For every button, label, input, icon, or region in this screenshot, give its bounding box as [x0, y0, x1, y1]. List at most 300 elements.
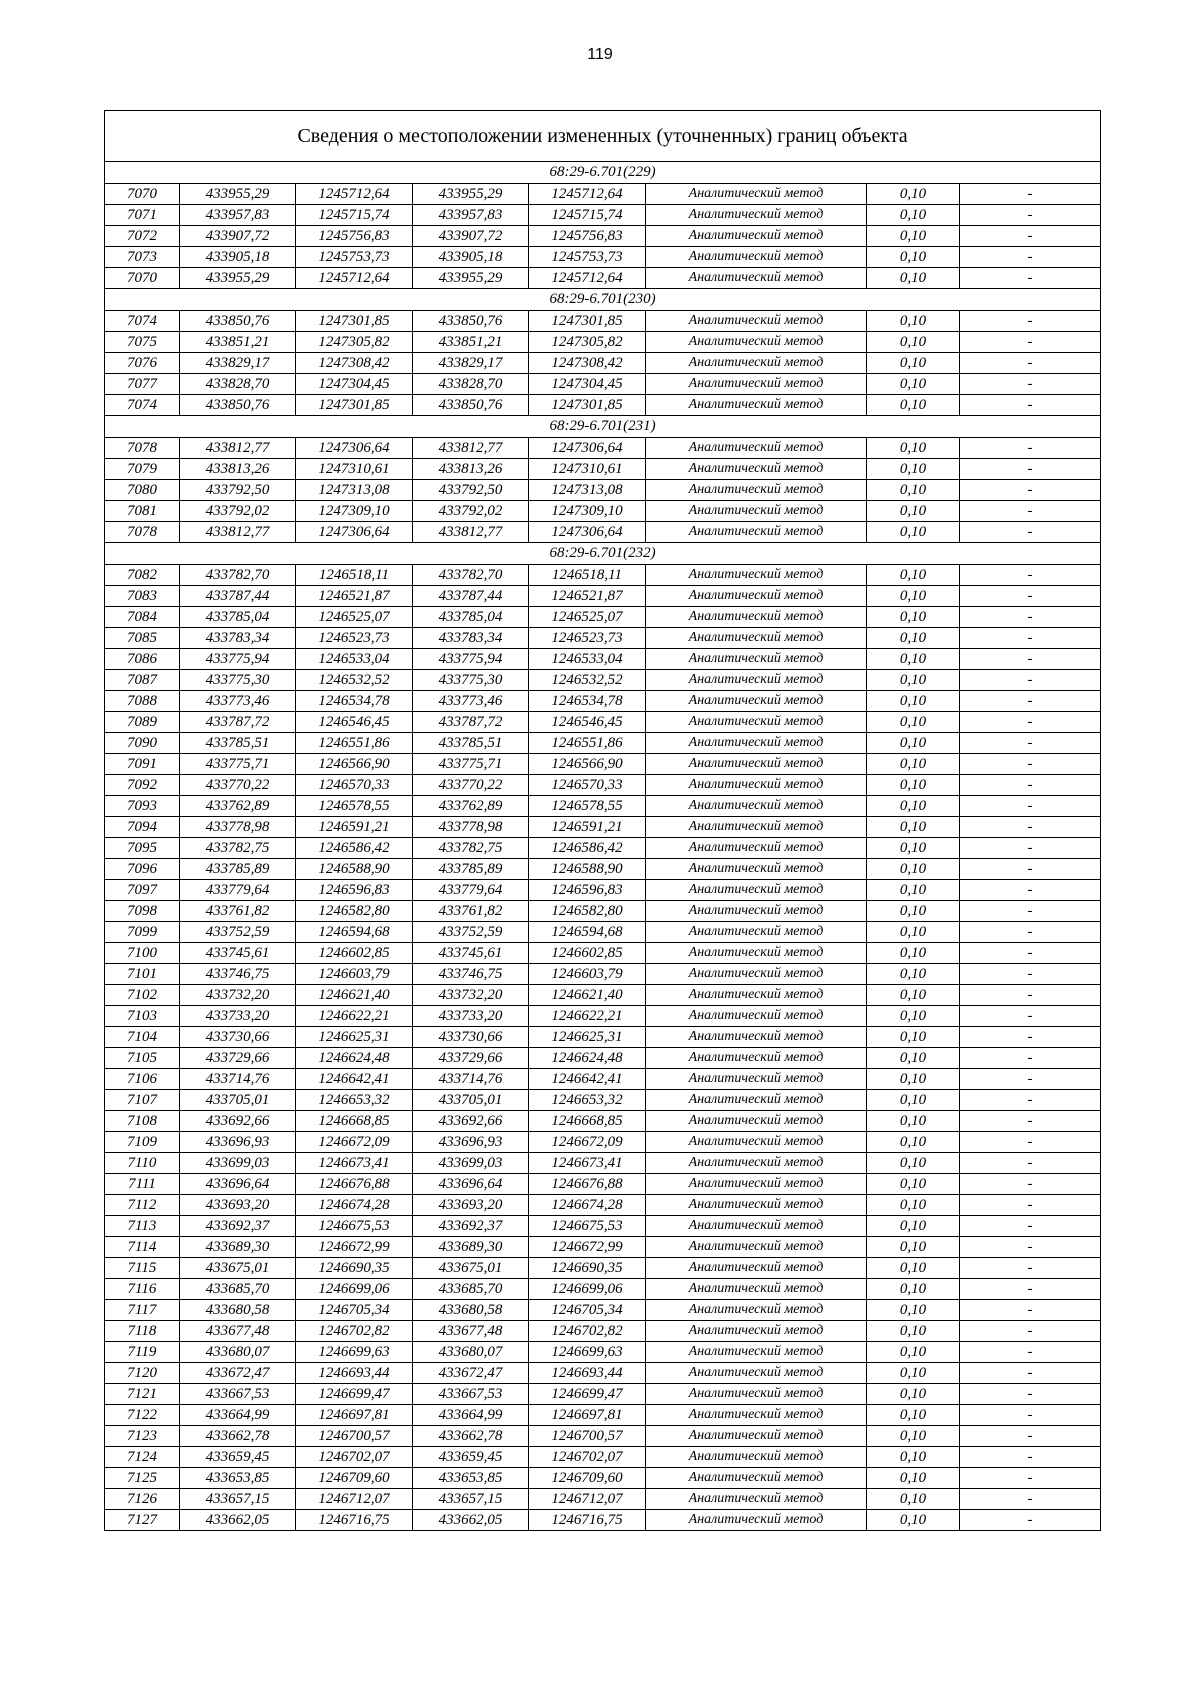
method-cell: Аналитический метод — [646, 1489, 867, 1510]
point-number-cell: 7103 — [105, 1006, 180, 1027]
x-refined-cell: 433785,04 — [413, 607, 529, 628]
description-cell: - — [960, 459, 1101, 480]
y-refined-cell: 1246712,07 — [529, 1489, 646, 1510]
method-cell: Аналитический метод — [646, 1405, 867, 1426]
y-existing-cell: 1246582,80 — [296, 901, 413, 922]
table-row — [105, 628, 1101, 649]
accuracy-cell: 0,10 — [867, 628, 960, 649]
table-row — [105, 1195, 1101, 1216]
accuracy-cell: 0,10 — [867, 775, 960, 796]
x-existing-cell: 433692,66 — [180, 1111, 296, 1132]
point-number-cell: 7088 — [105, 691, 180, 712]
description-cell: - — [960, 1006, 1101, 1027]
x-refined-cell: 433657,15 — [413, 1489, 529, 1510]
description-cell: - — [960, 522, 1101, 543]
table-row — [105, 1090, 1101, 1111]
accuracy-cell: 0,10 — [867, 1027, 960, 1048]
point-number-cell: 7114 — [105, 1237, 180, 1258]
method-cell: Аналитический метод — [646, 374, 867, 395]
x-refined-cell: 433662,05 — [413, 1510, 529, 1531]
group-label: 68:29-6.701(231) — [105, 416, 1101, 438]
method-cell: Аналитический метод — [646, 586, 867, 607]
accuracy-cell: 0,10 — [867, 1363, 960, 1384]
description-cell: - — [960, 922, 1101, 943]
y-existing-cell: 1246532,52 — [296, 670, 413, 691]
table-row — [105, 1153, 1101, 1174]
description-cell: - — [960, 438, 1101, 459]
x-existing-cell: 433705,01 — [180, 1090, 296, 1111]
method-cell: Аналитический метод — [646, 438, 867, 459]
x-existing-cell: 433689,30 — [180, 1237, 296, 1258]
x-refined-cell: 433955,29 — [413, 268, 529, 289]
method-cell: Аналитический метод — [646, 1258, 867, 1279]
table-row — [105, 1132, 1101, 1153]
y-refined-cell: 1246523,73 — [529, 628, 646, 649]
point-number-cell: 7120 — [105, 1363, 180, 1384]
y-refined-cell: 1246621,40 — [529, 985, 646, 1006]
y-refined-cell: 1246588,90 — [529, 859, 646, 880]
y-refined-cell: 1246546,45 — [529, 712, 646, 733]
x-refined-cell: 433783,34 — [413, 628, 529, 649]
accuracy-cell: 0,10 — [867, 1279, 960, 1300]
y-existing-cell: 1247313,08 — [296, 480, 413, 501]
y-refined-cell: 1247313,08 — [529, 480, 646, 501]
method-cell: Аналитический метод — [646, 1279, 867, 1300]
accuracy-cell: 0,10 — [867, 1447, 960, 1468]
y-refined-cell: 1246602,85 — [529, 943, 646, 964]
point-number-cell: 7108 — [105, 1111, 180, 1132]
x-existing-cell: 433792,02 — [180, 501, 296, 522]
y-existing-cell: 1246642,41 — [296, 1069, 413, 1090]
y-existing-cell: 1245715,74 — [296, 205, 413, 226]
x-existing-cell: 433745,61 — [180, 943, 296, 964]
x-refined-cell: 433696,64 — [413, 1174, 529, 1195]
y-existing-cell: 1246533,04 — [296, 649, 413, 670]
method-cell: Аналитический метод — [646, 205, 867, 226]
y-existing-cell: 1246624,48 — [296, 1048, 413, 1069]
accuracy-cell: 0,10 — [867, 1468, 960, 1489]
x-refined-cell: 433850,76 — [413, 311, 529, 332]
table-row — [105, 1237, 1101, 1258]
group-header-row — [105, 416, 1101, 438]
y-existing-cell: 1247301,85 — [296, 395, 413, 416]
accuracy-cell: 0,10 — [867, 1384, 960, 1405]
accuracy-cell: 0,10 — [867, 1111, 960, 1132]
y-refined-cell: 1245712,64 — [529, 268, 646, 289]
point-number-cell: 7109 — [105, 1132, 180, 1153]
point-number-cell: 7074 — [105, 311, 180, 332]
method-cell: Аналитический метод — [646, 1321, 867, 1342]
point-number-cell: 7096 — [105, 859, 180, 880]
point-number-cell: 7118 — [105, 1321, 180, 1342]
accuracy-cell: 0,10 — [867, 459, 960, 480]
x-refined-cell: 433785,51 — [413, 733, 529, 754]
x-refined-cell: 433692,66 — [413, 1111, 529, 1132]
accuracy-cell: 0,10 — [867, 247, 960, 268]
description-cell: - — [960, 1321, 1101, 1342]
description-cell: - — [960, 501, 1101, 522]
method-cell: Аналитический метод — [646, 943, 867, 964]
point-number-cell: 7113 — [105, 1216, 180, 1237]
accuracy-cell: 0,10 — [867, 1258, 960, 1279]
y-refined-cell: 1246676,88 — [529, 1174, 646, 1195]
description-cell: - — [960, 1027, 1101, 1048]
x-existing-cell: 433662,78 — [180, 1426, 296, 1447]
method-cell: Аналитический метод — [646, 775, 867, 796]
method-cell: Аналитический метод — [646, 838, 867, 859]
accuracy-cell: 0,10 — [867, 922, 960, 943]
x-refined-cell: 433672,47 — [413, 1363, 529, 1384]
point-number-cell: 7075 — [105, 332, 180, 353]
description-cell: - — [960, 1426, 1101, 1447]
description-cell: - — [960, 733, 1101, 754]
y-existing-cell: 1246578,55 — [296, 796, 413, 817]
x-refined-cell: 433850,76 — [413, 395, 529, 416]
description-cell: - — [960, 565, 1101, 586]
x-refined-cell: 433746,75 — [413, 964, 529, 985]
x-refined-cell: 433680,07 — [413, 1342, 529, 1363]
y-existing-cell: 1246521,87 — [296, 586, 413, 607]
y-refined-cell: 1246699,63 — [529, 1342, 646, 1363]
description-cell: - — [960, 1237, 1101, 1258]
point-number-cell: 7082 — [105, 565, 180, 586]
y-existing-cell: 1246697,81 — [296, 1405, 413, 1426]
y-refined-cell: 1246551,86 — [529, 733, 646, 754]
y-refined-cell: 1246699,47 — [529, 1384, 646, 1405]
method-cell: Аналитический метод — [646, 184, 867, 205]
x-refined-cell: 433907,72 — [413, 226, 529, 247]
x-refined-cell: 433787,44 — [413, 586, 529, 607]
accuracy-cell: 0,10 — [867, 1342, 960, 1363]
description-cell: - — [960, 985, 1101, 1006]
point-number-cell: 7072 — [105, 226, 180, 247]
group-label: 68:29-6.701(230) — [105, 289, 1101, 311]
page-number: 119 — [587, 46, 613, 63]
y-refined-cell: 1246674,28 — [529, 1195, 646, 1216]
method-cell: Аналитический метод — [646, 1300, 867, 1321]
x-existing-cell: 433733,20 — [180, 1006, 296, 1027]
y-existing-cell: 1247310,61 — [296, 459, 413, 480]
x-existing-cell: 433850,76 — [180, 395, 296, 416]
point-number-cell: 7115 — [105, 1258, 180, 1279]
accuracy-cell: 0,10 — [867, 691, 960, 712]
method-cell: Аналитический метод — [646, 1153, 867, 1174]
title-row — [105, 111, 1101, 162]
y-refined-cell: 1246673,41 — [529, 1153, 646, 1174]
point-number-cell: 7107 — [105, 1090, 180, 1111]
x-existing-cell: 433851,21 — [180, 332, 296, 353]
accuracy-cell: 0,10 — [867, 985, 960, 1006]
accuracy-cell: 0,10 — [867, 943, 960, 964]
accuracy-cell: 0,10 — [867, 353, 960, 374]
point-number-cell: 7119 — [105, 1342, 180, 1363]
x-existing-cell: 433787,72 — [180, 712, 296, 733]
x-refined-cell: 433905,18 — [413, 247, 529, 268]
x-existing-cell: 433714,76 — [180, 1069, 296, 1090]
y-refined-cell: 1246534,78 — [529, 691, 646, 712]
method-cell: Аналитический метод — [646, 691, 867, 712]
description-cell: - — [960, 1258, 1101, 1279]
group-label: 68:29-6.701(232) — [105, 543, 1101, 565]
method-cell: Аналитический метод — [646, 1342, 867, 1363]
method-cell: Аналитический метод — [646, 353, 867, 374]
y-existing-cell: 1246716,75 — [296, 1510, 413, 1531]
description-cell: - — [960, 586, 1101, 607]
y-refined-cell: 1246642,41 — [529, 1069, 646, 1090]
group-label: 68:29-6.701(229) — [105, 162, 1101, 184]
x-refined-cell: 433729,66 — [413, 1048, 529, 1069]
y-existing-cell: 1246699,47 — [296, 1384, 413, 1405]
table-row — [105, 1405, 1101, 1426]
x-existing-cell: 433762,89 — [180, 796, 296, 817]
y-existing-cell: 1246673,41 — [296, 1153, 413, 1174]
point-number-cell: 7093 — [105, 796, 180, 817]
table-row — [105, 796, 1101, 817]
point-number-cell: 7084 — [105, 607, 180, 628]
y-refined-cell: 1246518,11 — [529, 565, 646, 586]
accuracy-cell: 0,10 — [867, 374, 960, 395]
y-existing-cell: 1247308,42 — [296, 353, 413, 374]
table-row — [105, 332, 1101, 353]
x-existing-cell: 433812,77 — [180, 522, 296, 543]
y-refined-cell: 1246603,79 — [529, 964, 646, 985]
x-refined-cell: 433787,72 — [413, 712, 529, 733]
x-refined-cell: 433664,99 — [413, 1405, 529, 1426]
x-existing-cell: 433672,47 — [180, 1363, 296, 1384]
accuracy-cell: 0,10 — [867, 859, 960, 880]
y-existing-cell: 1246699,63 — [296, 1342, 413, 1363]
accuracy-cell: 0,10 — [867, 1132, 960, 1153]
x-existing-cell: 433955,29 — [180, 268, 296, 289]
y-existing-cell: 1246570,33 — [296, 775, 413, 796]
accuracy-cell: 0,10 — [867, 395, 960, 416]
accuracy-cell: 0,10 — [867, 205, 960, 226]
point-number-cell: 7099 — [105, 922, 180, 943]
x-refined-cell: 433812,77 — [413, 438, 529, 459]
accuracy-cell: 0,10 — [867, 1195, 960, 1216]
table-row — [105, 565, 1101, 586]
accuracy-cell: 0,10 — [867, 565, 960, 586]
accuracy-cell: 0,10 — [867, 1174, 960, 1195]
point-number-cell: 7086 — [105, 649, 180, 670]
x-existing-cell: 433783,34 — [180, 628, 296, 649]
y-existing-cell: 1246672,09 — [296, 1132, 413, 1153]
x-existing-cell: 433693,20 — [180, 1195, 296, 1216]
accuracy-cell: 0,10 — [867, 1321, 960, 1342]
point-number-cell: 7125 — [105, 1468, 180, 1489]
x-existing-cell: 433752,59 — [180, 922, 296, 943]
accuracy-cell: 0,10 — [867, 754, 960, 775]
x-existing-cell: 433657,15 — [180, 1489, 296, 1510]
point-number-cell: 7081 — [105, 501, 180, 522]
y-existing-cell: 1246705,34 — [296, 1300, 413, 1321]
y-refined-cell: 1246690,35 — [529, 1258, 646, 1279]
accuracy-cell: 0,10 — [867, 1489, 960, 1510]
y-existing-cell: 1247306,64 — [296, 522, 413, 543]
accuracy-cell: 0,10 — [867, 670, 960, 691]
y-refined-cell: 1245712,64 — [529, 184, 646, 205]
description-cell: - — [960, 838, 1101, 859]
description-cell: - — [960, 1405, 1101, 1426]
description-cell: - — [960, 184, 1101, 205]
y-refined-cell: 1245756,83 — [529, 226, 646, 247]
method-cell: Аналитический метод — [646, 670, 867, 691]
description-cell: - — [960, 817, 1101, 838]
method-cell: Аналитический метод — [646, 1069, 867, 1090]
method-cell: Аналитический метод — [646, 1384, 867, 1405]
table-row — [105, 712, 1101, 733]
y-refined-cell: 1246709,60 — [529, 1468, 646, 1489]
y-refined-cell: 1246622,21 — [529, 1006, 646, 1027]
table-row — [105, 733, 1101, 754]
y-existing-cell: 1246674,28 — [296, 1195, 413, 1216]
y-refined-cell: 1246672,09 — [529, 1132, 646, 1153]
point-number-cell: 7112 — [105, 1195, 180, 1216]
point-number-cell: 7100 — [105, 943, 180, 964]
x-existing-cell: 433696,64 — [180, 1174, 296, 1195]
y-existing-cell: 1246625,31 — [296, 1027, 413, 1048]
method-cell: Аналитический метод — [646, 880, 867, 901]
method-cell: Аналитический метод — [646, 628, 867, 649]
x-refined-cell: 433714,76 — [413, 1069, 529, 1090]
x-refined-cell: 433851,21 — [413, 332, 529, 353]
x-refined-cell: 433778,98 — [413, 817, 529, 838]
x-existing-cell: 433662,05 — [180, 1510, 296, 1531]
accuracy-cell: 0,10 — [867, 184, 960, 205]
accuracy-cell: 0,10 — [867, 501, 960, 522]
y-refined-cell: 1246525,07 — [529, 607, 646, 628]
accuracy-cell: 0,10 — [867, 311, 960, 332]
point-number-cell: 7090 — [105, 733, 180, 754]
description-cell: - — [960, 1174, 1101, 1195]
method-cell: Аналитический метод — [646, 395, 867, 416]
x-refined-cell: 433792,02 — [413, 501, 529, 522]
x-refined-cell: 433813,26 — [413, 459, 529, 480]
description-cell: - — [960, 395, 1101, 416]
accuracy-cell: 0,10 — [867, 607, 960, 628]
x-existing-cell: 433812,77 — [180, 438, 296, 459]
y-existing-cell: 1246518,11 — [296, 565, 413, 586]
y-existing-cell: 1246672,99 — [296, 1237, 413, 1258]
method-cell: Аналитический метод — [646, 796, 867, 817]
accuracy-cell: 0,10 — [867, 1405, 960, 1426]
y-existing-cell: 1246602,85 — [296, 943, 413, 964]
x-refined-cell: 433653,85 — [413, 1468, 529, 1489]
method-cell: Аналитический метод — [646, 1111, 867, 1132]
y-refined-cell: 1246702,07 — [529, 1447, 646, 1468]
x-existing-cell: 433770,22 — [180, 775, 296, 796]
x-existing-cell: 433829,17 — [180, 353, 296, 374]
x-refined-cell: 433693,20 — [413, 1195, 529, 1216]
y-refined-cell: 1246668,85 — [529, 1111, 646, 1132]
method-cell: Аналитический метод — [646, 1048, 867, 1069]
y-refined-cell: 1246596,83 — [529, 880, 646, 901]
table-row — [105, 964, 1101, 985]
x-refined-cell: 433782,70 — [413, 565, 529, 586]
x-existing-cell: 433653,85 — [180, 1468, 296, 1489]
description-cell: - — [960, 775, 1101, 796]
accuracy-cell: 0,10 — [867, 964, 960, 985]
point-number-cell: 7104 — [105, 1027, 180, 1048]
method-cell: Аналитический метод — [646, 922, 867, 943]
accuracy-cell: 0,10 — [867, 268, 960, 289]
y-refined-cell: 1247306,64 — [529, 522, 646, 543]
point-number-cell: 7073 — [105, 247, 180, 268]
x-refined-cell: 433752,59 — [413, 922, 529, 943]
y-refined-cell: 1245753,73 — [529, 247, 646, 268]
x-existing-cell: 433680,07 — [180, 1342, 296, 1363]
x-refined-cell: 433828,70 — [413, 374, 529, 395]
method-cell: Аналитический метод — [646, 1426, 867, 1447]
description-cell: - — [960, 374, 1101, 395]
x-existing-cell: 433696,93 — [180, 1132, 296, 1153]
y-existing-cell: 1247304,45 — [296, 374, 413, 395]
table-row — [105, 670, 1101, 691]
description-cell: - — [960, 1153, 1101, 1174]
description-cell: - — [960, 796, 1101, 817]
accuracy-cell: 0,10 — [867, 880, 960, 901]
x-existing-cell: 433905,18 — [180, 247, 296, 268]
description-cell: - — [960, 1489, 1101, 1510]
table-row — [105, 1363, 1101, 1384]
x-existing-cell: 433955,29 — [180, 184, 296, 205]
point-number-cell: 7097 — [105, 880, 180, 901]
accuracy-cell: 0,10 — [867, 901, 960, 922]
method-cell: Аналитический метод — [646, 1174, 867, 1195]
y-refined-cell: 1246578,55 — [529, 796, 646, 817]
y-existing-cell: 1245756,83 — [296, 226, 413, 247]
point-number-cell: 7074 — [105, 395, 180, 416]
table-row — [105, 1279, 1101, 1300]
y-existing-cell: 1246668,85 — [296, 1111, 413, 1132]
point-number-cell: 7095 — [105, 838, 180, 859]
table-row — [105, 459, 1101, 480]
description-cell: - — [960, 1048, 1101, 1069]
y-refined-cell: 1246700,57 — [529, 1426, 646, 1447]
method-cell: Аналитический метод — [646, 859, 867, 880]
y-refined-cell: 1246653,32 — [529, 1090, 646, 1111]
x-existing-cell: 433828,70 — [180, 374, 296, 395]
y-existing-cell: 1246566,90 — [296, 754, 413, 775]
y-existing-cell: 1245712,64 — [296, 184, 413, 205]
y-refined-cell: 1246521,87 — [529, 586, 646, 607]
table-row — [105, 311, 1101, 332]
x-existing-cell: 433785,04 — [180, 607, 296, 628]
description-cell: - — [960, 754, 1101, 775]
x-refined-cell: 433675,01 — [413, 1258, 529, 1279]
y-existing-cell: 1246712,07 — [296, 1489, 413, 1510]
table-row — [105, 649, 1101, 670]
table-row — [105, 586, 1101, 607]
point-number-cell: 7078 — [105, 522, 180, 543]
description-cell: - — [960, 1111, 1101, 1132]
y-existing-cell: 1246546,45 — [296, 712, 413, 733]
description-cell: - — [960, 332, 1101, 353]
method-cell: Аналитический метод — [646, 754, 867, 775]
y-existing-cell: 1246693,44 — [296, 1363, 413, 1384]
y-refined-cell: 1246697,81 — [529, 1405, 646, 1426]
y-refined-cell: 1246591,21 — [529, 817, 646, 838]
point-number-cell: 7094 — [105, 817, 180, 838]
y-existing-cell: 1246621,40 — [296, 985, 413, 1006]
y-existing-cell: 1246588,90 — [296, 859, 413, 880]
y-existing-cell: 1246591,21 — [296, 817, 413, 838]
method-cell: Аналитический метод — [646, 247, 867, 268]
table-row — [105, 691, 1101, 712]
x-existing-cell: 433659,45 — [180, 1447, 296, 1468]
table-row — [105, 522, 1101, 543]
table-row — [105, 1216, 1101, 1237]
